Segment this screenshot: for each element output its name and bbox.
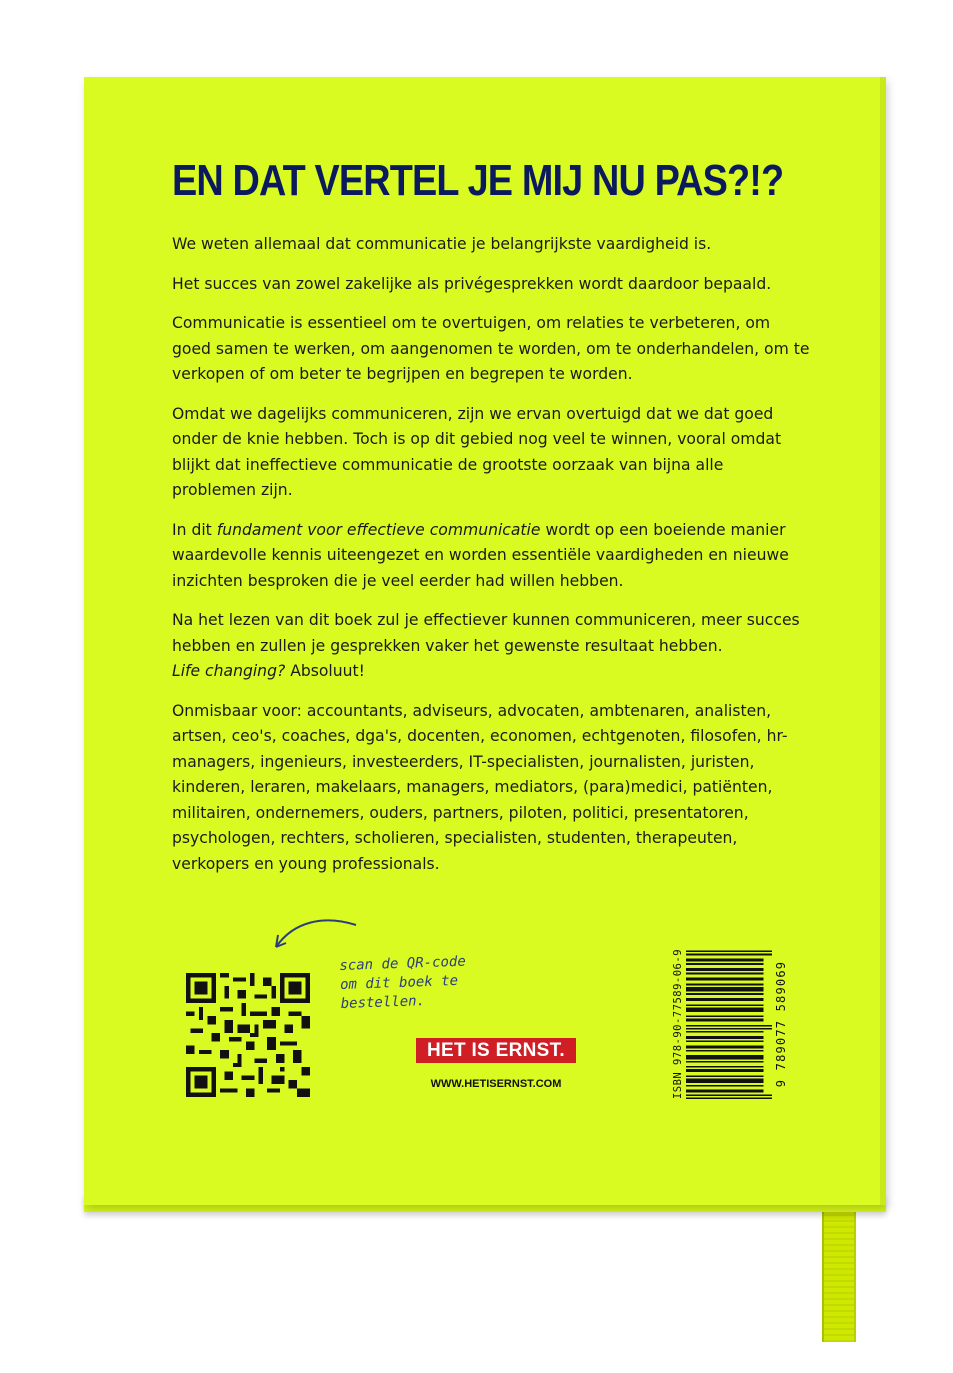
barcode-icon <box>686 949 772 1099</box>
handwritten-note-line-1: scan de QR-code <box>339 953 467 975</box>
bookmark-ribbon <box>822 1190 856 1342</box>
paragraph-6-end: Absoluut! <box>285 662 365 680</box>
book-back-cover <box>84 77 886 1205</box>
paragraph-2: Het succes van zowel zakelijke als privégesprekken wordt daardoor bepaald. <box>172 274 772 293</box>
isbn-digits: 9 789077 589069 <box>774 960 788 1088</box>
paragraph-4: Omdat we dagelijks communiceren, zijn we ervan overtuigd dat we dat goed onder de knie hebben. Toch is op dit gebied nog veel te winnen, vooral omdat blijkt dat ineffectieve communicatie de grootste oorzaak van bijna alle problemen zijn. <box>172 404 782 499</box>
paragraph-6-emphasis: Life changing? <box>172 662 286 680</box>
paragraph-5-emphasis: fundament voor effectieve communicatie <box>216 520 541 539</box>
paragraph-5-start: In dit <box>172 520 217 539</box>
handwritten-note-line-3: bestellen. <box>340 993 426 1012</box>
handwritten-note-line-2: om dit boek te <box>339 972 459 994</box>
paragraph-3: Communicatie is essentieel om te overtuigen, om relaties te verbeteren, om goed samen te werken, om aangenomen te worden, om te onderhandelen, om te verkopen of om beter te begrijpen en begrepen te worden. <box>172 314 810 383</box>
isbn-barcode <box>672 945 802 1103</box>
paragraph-5-end: wordt op een boeiende manier waardevolle kennis uiteengezet en worden essentiële vaardigheden en nieuwe inzichten besproken die je veel eerder had willen hebben. <box>172 520 789 590</box>
paragraph-6 <box>172 608 812 685</box>
qr-code-icon[interactable] <box>186 973 310 1097</box>
isbn-label: ISBN 978-90-77589-06-9 <box>672 948 684 1100</box>
paragraph-1: We weten allemaal dat communicatie je belangrijkste vaardigheid is. <box>172 235 712 253</box>
handwritten-note <box>339 949 571 1014</box>
cover-title: EN DAT VERTEL JE MIJ NU PAS?!? <box>172 156 784 205</box>
paragraph-5 <box>172 518 812 595</box>
blurb-text <box>172 232 812 891</box>
paragraph-7: Onmisbaar voor: accountants, adviseurs, advocaten, ambtenaren, analisten, artsen, ceo's, coaches, dga's, docenten, economen, echtgenoten, filosofen, hr-managers, ingenieurs, investeerders, IT-specialisten, journalisten, juristen, kinderen, leraren, makelaars, managers, mediators, (para)medici, patiënten, militairen, ondernemers, ouders, partners, piloten, politici, presentatoren, psychologen, rechters, scholieren, specialisten, studenten, therapeuten, verkopers en young professionals. <box>172 701 788 873</box>
paragraph-6-main: Na het lezen van dit boek zul je effectiever kunnen communiceren, meer succes hebben en zullen je gesprekken vaker het gewenste resultaat hebben. <box>172 611 800 655</box>
publisher-logo[interactable]: HET IS ERNST. <box>416 1038 576 1063</box>
publisher-url[interactable]: WWW.HETISERNST.COM <box>430 1078 562 1090</box>
